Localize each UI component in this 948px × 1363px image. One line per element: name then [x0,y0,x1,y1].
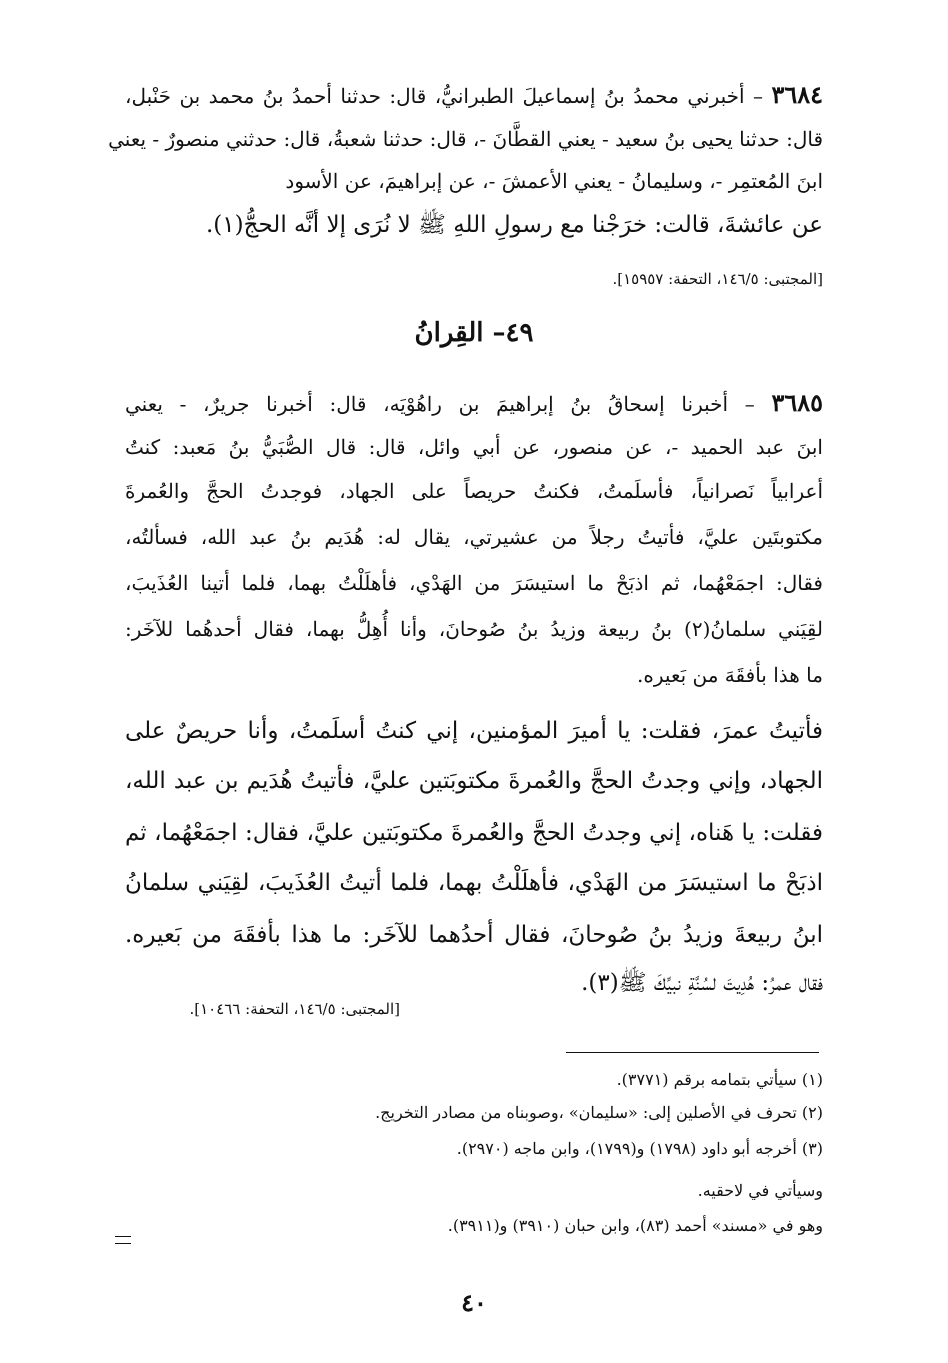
hadith-3685-line-2: ابنَ عبد الحميد -، عن منصور، عن أبي وائل، قال: قال الصُّبَيُّ بنُ مَعبد: كنتُ [125,435,823,459]
hadith-3685-line-11: اذبَحْ ما استيسَرَ من الهَدْي، فأهلَلْتُ بهما، فلما أتيتُ العُذَيبَ، لقِيَني سلمانُ [125,870,823,896]
hadith-3685-line-3: أعرابياً نَصرانياً، فأسلَمتُ، فكنتُ حريصاً على الجهاد، فوجدتُ الحجَّ والعُمرةَ [125,479,823,503]
hadith-3684-reference: [المجتبى: ١٤٦/٥، التحفة: ١٥٩٥٧]. [612,270,823,288]
footnote-separator [566,1052,819,1053]
hadith-3685-line-7: ما هذا بأفقَهَ من بَعيره. [637,663,823,687]
footnote-2: (٢) تحرف في الأصلين إلى: «سليمان» ،وصوبناه من مصادر التخريج. [375,1103,823,1122]
hadith-3685-line-4: مكتوبتَين عليَّ، فأتيتُ رجلاً من عشيرتي، يقال له: هُدَيم بنُ عبد الله، فسألتُه، [125,525,823,549]
hadith-3685-line-9: الجهاد، وإني وجدتُ الحجَّ والعُمرةَ مكتوبَتين عليَّ، فأتيتُ هُدَيم بن عبد الله، [125,768,823,794]
footnote-3-sources: وهو في «مسند» أحمد (٨٣)، وابن حبان (٣٩١٠) و(٣٩١١). [447,1216,823,1235]
double-dash-mark [115,1236,131,1244]
hadith-3684-line-1 [125,80,823,111]
hadith-3685-line-12: ابنُ ربيعةَ وزيدُ بنُ صُوحانَ، فقال أحدُهما للآخَر: ما هذا بأفقَهَ من بَعيره. [125,922,823,948]
hadith-3685-line-10: فقلت: يا هَناه، إني وجدتُ الحجَّ والعُمرةَ مكتوبَتين عليَّ، فقال: اجمَعْهُما، ثم [125,820,823,846]
hadith-3685-line-6: لقِيَني سلمانُ(٢) بنُ ربيعة وزيدُ بنُ صُوحانَ، وأنا أُهِلُّ بهما، فقال أحدهُما للآخَر: [125,617,823,641]
hadith-3684-line-3: ابنَ المُعتمِر -، وسليمانُ - يعني الأعمشَ -، عن إبراهيمَ، عن الأسود [285,169,823,193]
hadith-3685-line-5: فقال: اجمَعْهُما، ثم اذبَحْ ما استيسَرَ من الهَدْي، فأهلَلْتُ بهما، فلما أتينا العُذَيبَ، [125,571,823,595]
hadith-3685-reference: [المجتبى: ١٤٦/٥، التحفة: ١٠٤٦٦]. [189,1000,400,1018]
chapter-heading [0,318,948,348]
hadith-3684-matn: عن عائشةَ، قالت: خرَجْنا مع رسولِ اللهِ ﷺ لا نُرَى إلا أنَّه الحجُّ(١). [205,212,823,238]
hadith-text: – أخبرنا إسحاقُ بنُ إبراهيمَ بن راهُوْيَه، قال: أخبرنا جريرٌ، - يعني [125,392,755,416]
footnote-3: (٣) أخرجه أبو داود (١٧٩٨) و(١٧٩٩)، وابن ماجه (٢٩٧٠). [456,1139,823,1158]
footnote-1: (١) سيأتي بتمامه برقم (٣٧٧١). [616,1070,823,1089]
hadith-3685-line-13: فقال عمرُ: هُدِيتَ لسُنَّةِ نبيِّكَ ﷺ(٣). [581,970,823,996]
hadith-text: – أخبرني محمدُ بنُ إسماعيلَ الطبرانيُّ، قال: حدثنا أحمدُ بنُ محمد بن حَنْبل، [125,84,764,108]
hadith-number: ٣٦٨٤ [771,80,824,109]
chapter-number: ٤٩ [505,318,534,348]
footnote-3-continued: وسيأتي في لاحقيه. [697,1181,823,1200]
hadith-3685-line-1 [125,388,823,419]
page-number: ٤٠ [461,1288,487,1317]
chapter-title: – القِرانُ [414,318,506,348]
hadith-3684-line-2: قال: حدثنا يحيى بنُ سعيد - يعني القطَّانَ -، قال: حدثنا شعبةُ، قال: حدثني منصورٌ - يعني [108,127,823,151]
hadith-number: ٣٦٨٥ [771,388,823,417]
hadith-3685-line-8: فأتيتُ عمرَ، فقلت: يا أميرَ المؤمنين، إني كنتُ أسلَمتُ، وأنا حريصٌ على [125,718,823,744]
